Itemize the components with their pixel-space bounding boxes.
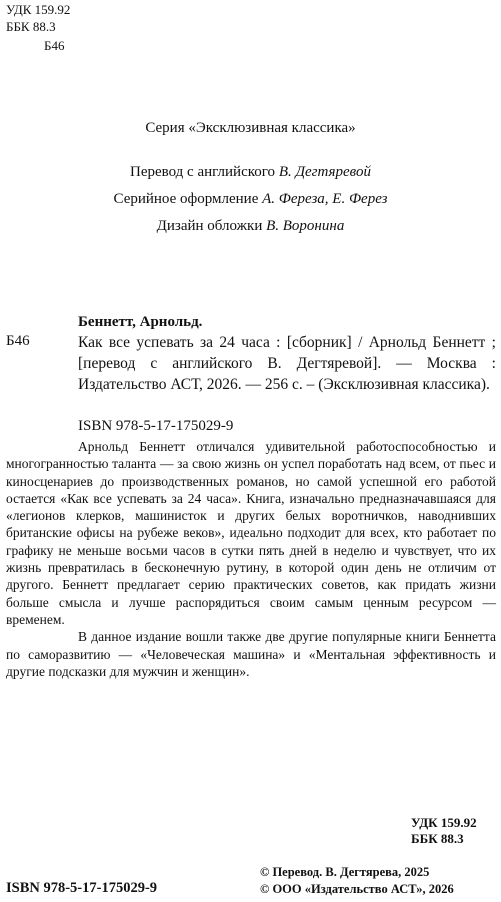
series-line: Серия «Эксклюзивная классика» — [145, 120, 356, 136]
copyright-block — [260, 864, 454, 898]
udk-top: УДК 159.92 — [6, 2, 71, 17]
annotation-paragraph: В данное издание вошли также две другие популярные книги Беннетта по саморазвитию — «Человеческая машина» и «Ментальная эффективность и другие подсказки для мужчин и женщин». — [6, 629, 496, 679]
isbn-middle: ISBN 978-5-17-175029-9 — [78, 418, 234, 434]
credit-name: А. Фереза, Е. Ферез — [262, 191, 388, 207]
credit-name: В. Дегтяревой — [278, 164, 371, 180]
credit-label: Серийное оформление — [113, 191, 259, 207]
credit-name: В. Воронина — [266, 218, 345, 234]
annotation-paragraph: Арнольд Беннетт отличался удивительной работоспособностью и многогранностью таланта — за свою жизнь он успел поработать над всем, от пьес и киносценариев до производственных романов, но самой успешной его работой остается «Как все успевать за 24 часа». Книга, изначально предназначавшаяся для «легионов клерков, машинисток и других белых воротничков, наводнивших британские офисы на рубеже веков», идеально подходит для всех, кто работает по графику не меньше восьми часов в сутки пять дней в неделю и чувствует, что их жизнь превратилась в бесконечную рутину, в которой один день не отличим от другого. Беннетт предлагает серию практических советов, как придать жизни больше смысла и лучше распорядиться своим самым ценным ресурсом — временем. — [6, 439, 496, 627]
credit-translation — [0, 163, 501, 181]
credit-cover-design — [0, 217, 501, 235]
copyright-translation: © Перевод. В. Дегтярева, 2025 — [260, 865, 430, 879]
bbk-bottom: ББК 88.3 — [411, 831, 464, 846]
credit-series-design — [0, 190, 501, 208]
annotation — [6, 438, 496, 680]
isbn-bottom: ISBN 978-5-17-175029-9 — [6, 880, 158, 896]
bib-code: Б46 — [6, 333, 30, 349]
udk-bottom: УДК 159.92 — [411, 815, 477, 830]
bbk-top: ББК 88.3 — [6, 19, 56, 34]
bib-author: Беннетт, Арнольд. — [78, 314, 203, 330]
code-top: Б46 — [44, 38, 65, 53]
bib-description: Как все успевать за 24 часа : [сборник] / Арнольд Беннетт ; [перевод с английского В. Дегтяревой]. — Москва : Издательство АСТ, 2026. — 256 с. – (Эксклюзивная классика). — [78, 334, 496, 393]
copyright-publisher: © ООО «Издательство АСТ», 2026 — [260, 882, 454, 896]
credit-label: Перевод с английского — [129, 164, 276, 180]
udk-bbk-bottom — [411, 815, 493, 847]
credit-label: Дизайн обложки — [156, 218, 263, 234]
